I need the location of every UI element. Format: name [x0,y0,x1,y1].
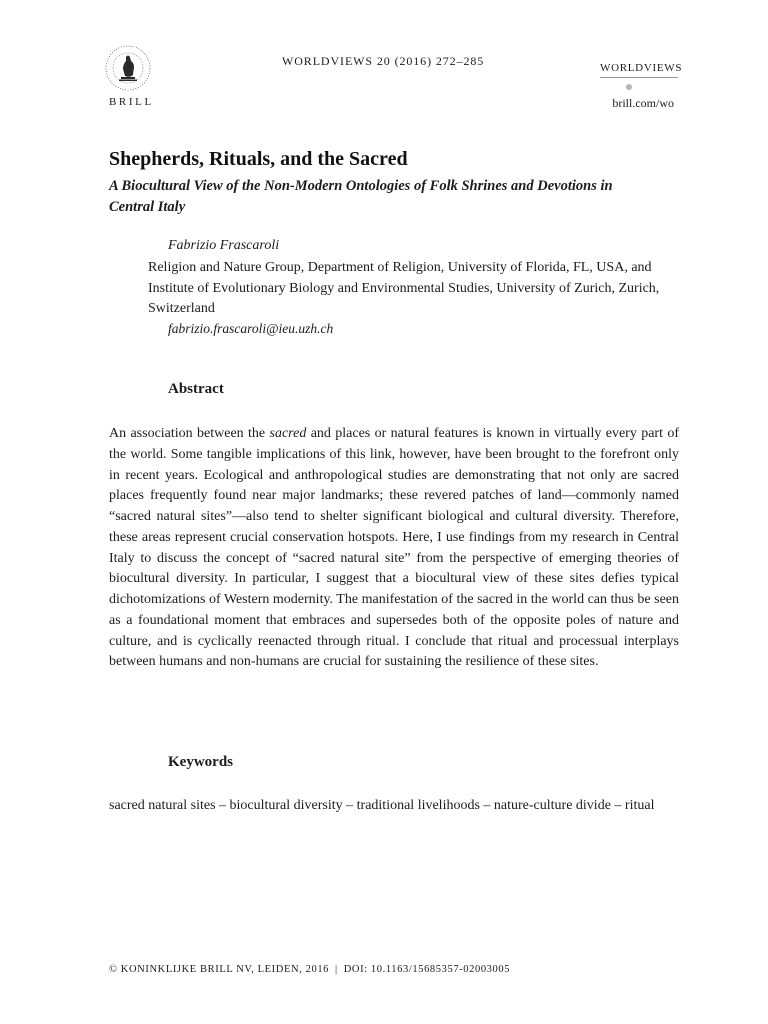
abstract-text-rest: and places or natural features is known in virtually every part of the world. Some tangible implications of this link, however, have been brought to the forefront only in recent years. Ecological and anthropological studies are demonstrating that not only are sacred places frequently found near major landmarks; these revered patches of land—commonly named “sacred natural sites”—also tend to shelter significant biological and cultural diversity. Therefore, these areas represent crucial conservation hotspots. Here, I use findings from my research in Central Italy to discuss the concept of “sacred natural site” from the perspective of emerging theories of biocultural diversity. In particular, I suggest that a biocultural view of these sites defies typical dichotomizations of Western modernity. The manifestation of the sacred in the world can thus be seen as a foundational moment that embraces and supersedes both of the opposite poles of nature and culture, and is cyclically reenacted through ritual. I conclude that ritual and processual interplays between humans and non-humans are crucial for sustaining the resilience of these sites. [109,426,679,670]
journal-logo-rule [600,77,678,78]
keywords-heading: Keywords [168,754,233,770]
abstract-text-start: An association between the [109,426,270,441]
journal-url[interactable]: brill.com/wo [612,96,674,110]
article-subtitle: A Biocultural View of the Non-Modern Ontologies of Folk Shrines and Devotions in Central Italy [109,178,613,215]
abstract-text [109,424,679,673]
journal-logo [600,62,683,98]
author-name: Fabrizio Frascaroli [168,238,280,253]
page-footer [109,964,510,975]
brill-seal-icon [104,44,152,92]
publisher-name: BRILL [109,96,154,108]
abstract-text-emphasis: sacred [269,426,307,441]
abstract-heading: Abstract [168,381,224,397]
journal-reference: WORLDVIEWS 20 (2016) 272–285 [282,54,485,68]
author-email[interactable]: fabrizio.frascaroli@ieu.uzh.ch [168,321,334,336]
footer-doi[interactable]: DOI: 10.1163/15685357-02003005 [343,964,511,975]
footer-copyright: © KONINKLIJKE BRILL NV, LEIDEN, 2016 [109,964,330,975]
dot-icon [626,84,632,90]
author-affiliation: Religion and Nature Group, Department of Religion, University of Florida, FL, USA, and Institute of Evolutionary Biology and Environmental Studies, University of Zurich, Zurich, Switzerland [148,260,660,316]
article-title: Shepherds, Rituals, and the Sacred [109,148,408,170]
footer-divider: | [335,964,338,975]
journal-logo-text: WORLDVIEWS [600,62,683,74]
keywords-text: sacred natural sites – biocultural diversity – traditional livelihoods – nature-culture divide – ritual [109,798,655,813]
